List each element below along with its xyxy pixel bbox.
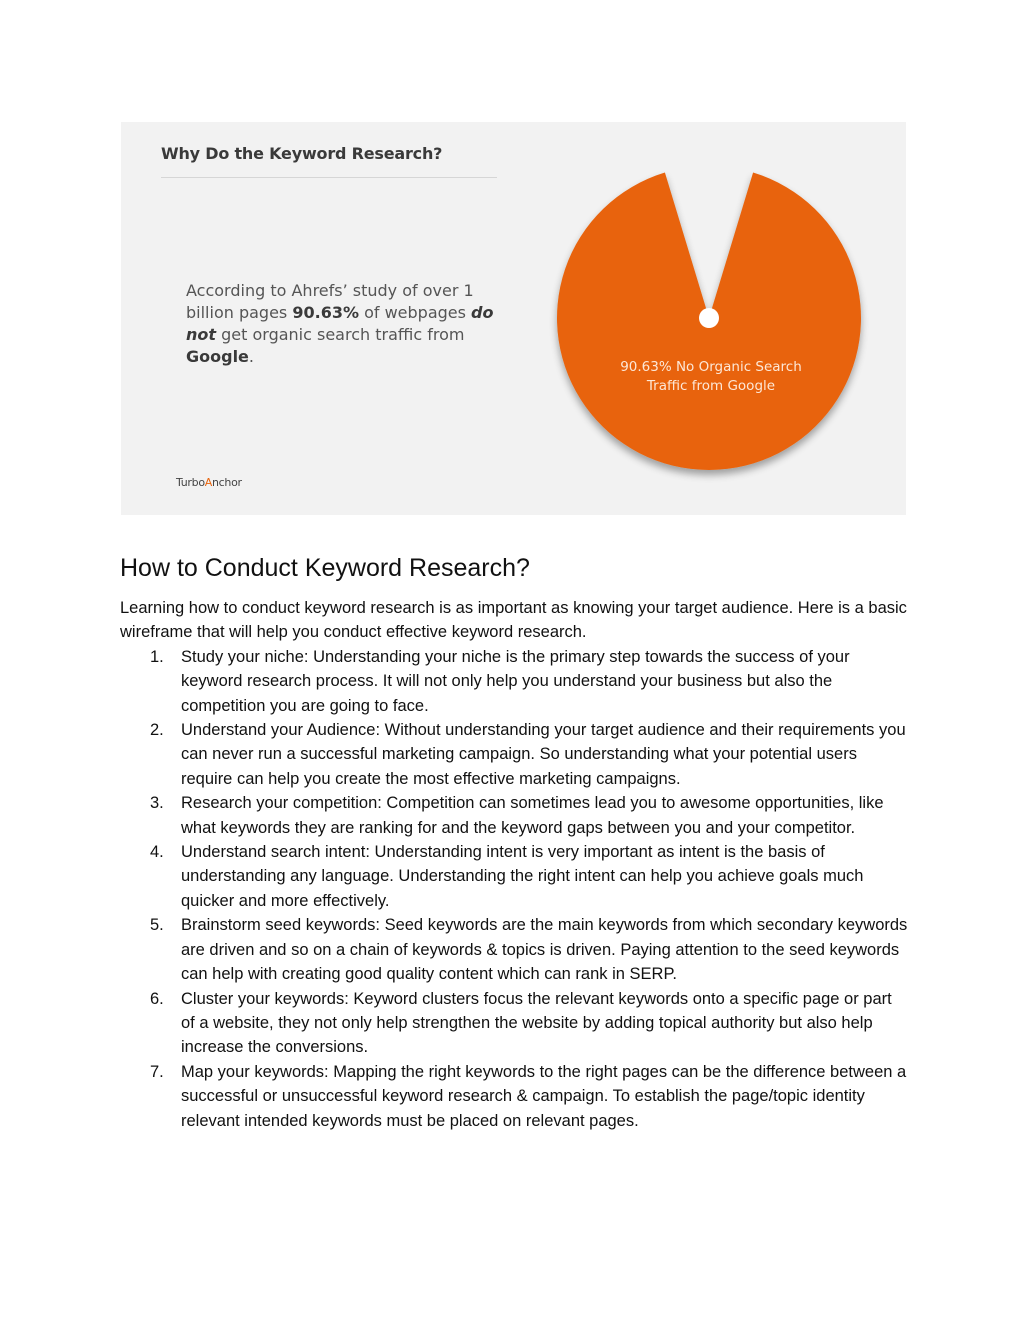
list-item xyxy=(120,987,910,1060)
statement-text: of webpages xyxy=(358,303,472,322)
list-item xyxy=(120,840,910,913)
list-item xyxy=(120,791,910,840)
statement-percentage: 90.63% xyxy=(292,303,359,322)
list-item-text: Map your keywords: Mapping the right keywords to the right pages can be the difference between a successful or unsuccessful keyword research & campaign. To establish the page/topic identity relevant intended keywords must be placed on relevant pages. xyxy=(181,1062,907,1130)
list-item-number: 6. xyxy=(150,989,164,1008)
list-item-text: Research your competition: Competition can sometimes lead you to awesome opportunities, like what keywords they are ranking for and the keyword gaps between you and your competitor. xyxy=(181,794,884,837)
list-item-number: 1. xyxy=(150,647,164,666)
list-item-text: Understand search intent: Understanding intent is very important as intent is the basis of understanding any language. Understanding the right intent can help you achieve goals much quicker and more effectively. xyxy=(181,843,864,910)
list-item-text: Brainstorm seed keywords: Seed keywords are the main keywords from which secondary keywords are driven and so on a chain of keywords & topics is driven. Paying attention to the seed keywords can help with creating good quality content which can rank in SERP. xyxy=(181,916,908,984)
intro-paragraph: Learning how to conduct keyword research is as important as knowing your target audience. Here is a basic wireframe that will help you conduct effective keyword research. xyxy=(120,599,907,642)
pie-slice-label xyxy=(591,358,831,396)
section-heading: How to Conduct Keyword Research? xyxy=(120,554,530,582)
infographic-image xyxy=(121,122,906,515)
list-item xyxy=(120,718,910,791)
list-item-number: 7. xyxy=(150,1062,164,1081)
list-item-text: Study your niche: Understanding your niche is the primary step towards the success of your keyword research process. It will not only help you understand your business but also the competition you are going to face. xyxy=(181,647,850,715)
list-item xyxy=(120,645,910,718)
list-item-number: 5. xyxy=(150,916,164,935)
list-item xyxy=(120,1060,910,1133)
infographic-statement xyxy=(186,280,501,368)
list-item-text: Understand your Audience: Without understanding your target audience and their requirements you can never run a successful marketing campaign. So understanding what your potential users require can help you create the most effective marketing campaigns. xyxy=(181,721,906,788)
brand-logo: TurboAnchor xyxy=(176,476,242,489)
infographic-title: Why Do the Keyword Research? xyxy=(161,144,443,163)
list-item-number: 4. xyxy=(150,843,164,862)
statement-emphasis: do not xyxy=(186,303,494,344)
list-item-number: 3. xyxy=(150,794,164,813)
list-item xyxy=(120,913,910,986)
article-section xyxy=(120,550,910,1133)
pie-center-dot xyxy=(699,308,719,328)
pie-chart-svg xyxy=(541,152,901,512)
steps-list xyxy=(120,645,910,1133)
statement-text: According to Ahrefs’ study of over 1 billion pages xyxy=(186,281,474,322)
statement-text: get organic search traffic from xyxy=(216,325,465,344)
statement-google: Google xyxy=(186,347,249,366)
infographic-divider xyxy=(161,177,497,178)
pie-chart xyxy=(541,152,901,512)
statement-text: . xyxy=(248,347,254,366)
list-item-number: 2. xyxy=(150,721,164,740)
pie-label-line: Traffic from Google xyxy=(646,378,776,394)
pie-label-line: 90.63% No Organic Search xyxy=(620,359,802,375)
list-item-text: Cluster your keywords: Keyword clusters focus the relevant keywords onto a specific page or part of a website, they not only help strengthen the website by adding topical authority but also help increase the conversions. xyxy=(181,989,892,1057)
